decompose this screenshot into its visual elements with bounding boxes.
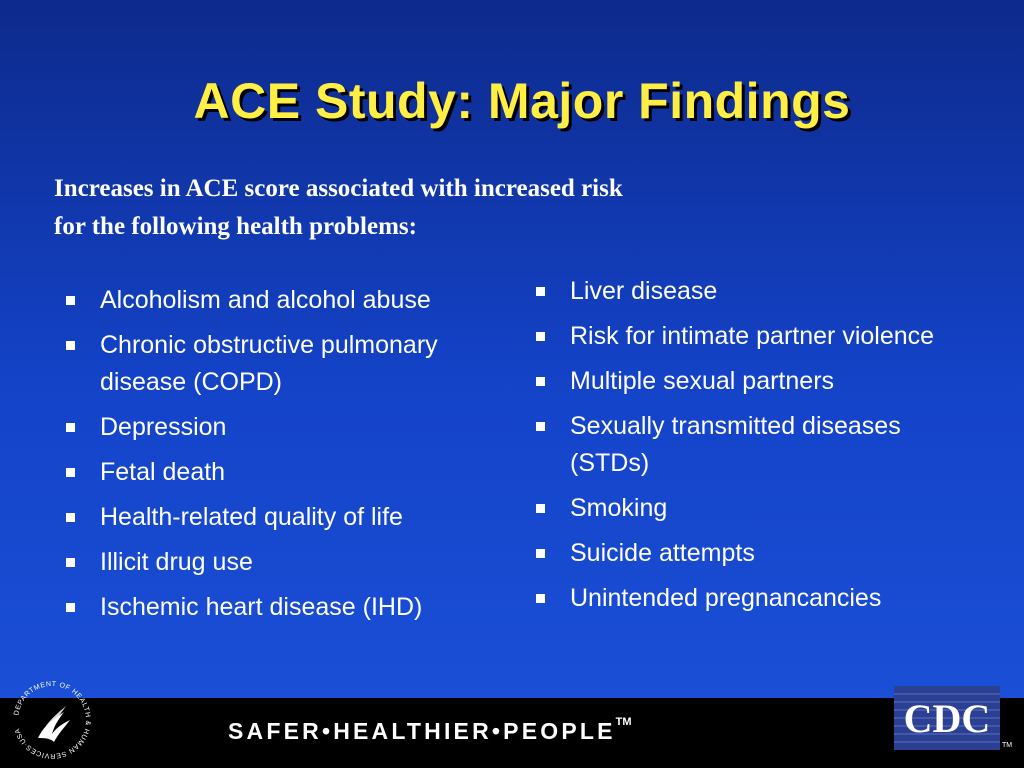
bullet-icon — [66, 296, 75, 305]
list-item — [536, 580, 936, 617]
list-item — [536, 408, 936, 482]
list-item — [66, 589, 496, 626]
slide-subtitle — [54, 170, 854, 246]
list-item-text: Suicide attempts — [570, 539, 755, 567]
list-item-text: Chronic obstructive pulmonary disease (COPD) — [100, 331, 438, 396]
footer-slogan — [228, 718, 632, 745]
bullet-icon — [536, 549, 545, 558]
list-item — [66, 327, 496, 401]
bullet-icon — [66, 423, 75, 432]
list-item-text: Illicit drug use — [100, 548, 253, 576]
list-item-text: Ischemic heart disease (IHD) — [100, 593, 423, 621]
list-item-text: Health-related quality of life — [100, 503, 403, 531]
bullet-icon — [536, 422, 545, 431]
slide-title: ACE Study: Major Findings — [193, 73, 851, 129]
list-item — [536, 363, 936, 400]
list-item — [66, 409, 496, 446]
list-item-text: Depression — [100, 413, 227, 441]
list-item-text: Smoking — [570, 494, 668, 522]
slogan-text: SAFER•HEALTHIER•PEOPLE — [228, 718, 616, 744]
list-item — [66, 454, 496, 491]
slogan-trademark: TM — [615, 716, 632, 728]
list-item-text: Alcoholism and alcohol abuse — [100, 286, 431, 314]
list-item-text: Sexually transmitted diseases (STDs) — [570, 412, 901, 477]
subtitle-line-1: Increases in ACE score associated with increased risk — [54, 175, 623, 202]
svg-text:CDC: CDC — [903, 696, 991, 741]
list-item — [66, 544, 496, 581]
cdc-trademark: TM — [1002, 742, 1013, 749]
list-item-text: Liver disease — [570, 277, 718, 305]
list-item-text: Multiple sexual partners — [570, 367, 835, 395]
bullet-icon — [536, 504, 545, 513]
list-item — [536, 318, 936, 355]
list-item — [66, 499, 496, 536]
right-bullet-list — [536, 273, 936, 625]
svg-text:DEPARTMENT OF HEALTH & HUMAN S: DEPARTMENT OF HEALTH & HUMAN SERVICES·USA — [13, 680, 92, 760]
list-item — [66, 282, 496, 319]
bullet-icon — [536, 287, 545, 296]
list-item — [536, 490, 936, 527]
list-item-text: Risk for intimate partner violence — [570, 322, 935, 350]
list-item — [536, 273, 936, 310]
list-item-text: Unintended pregnancancies — [570, 584, 882, 612]
left-bullet-list — [66, 282, 496, 634]
bullet-icon — [536, 332, 545, 341]
bullet-icon — [66, 603, 75, 612]
hhs-seal-icon — [8, 676, 96, 764]
list-item-text: Fetal death — [100, 458, 226, 486]
bullet-icon — [66, 341, 75, 350]
bullet-icon — [66, 468, 75, 477]
list-item — [536, 535, 936, 572]
bullet-icon — [536, 594, 545, 603]
bullet-icon — [66, 513, 75, 522]
bullet-icon — [66, 558, 75, 567]
subtitle-line-2: for the following health problems: — [54, 213, 417, 240]
cdc-logo — [894, 686, 1000, 750]
bullet-icon — [536, 377, 545, 386]
